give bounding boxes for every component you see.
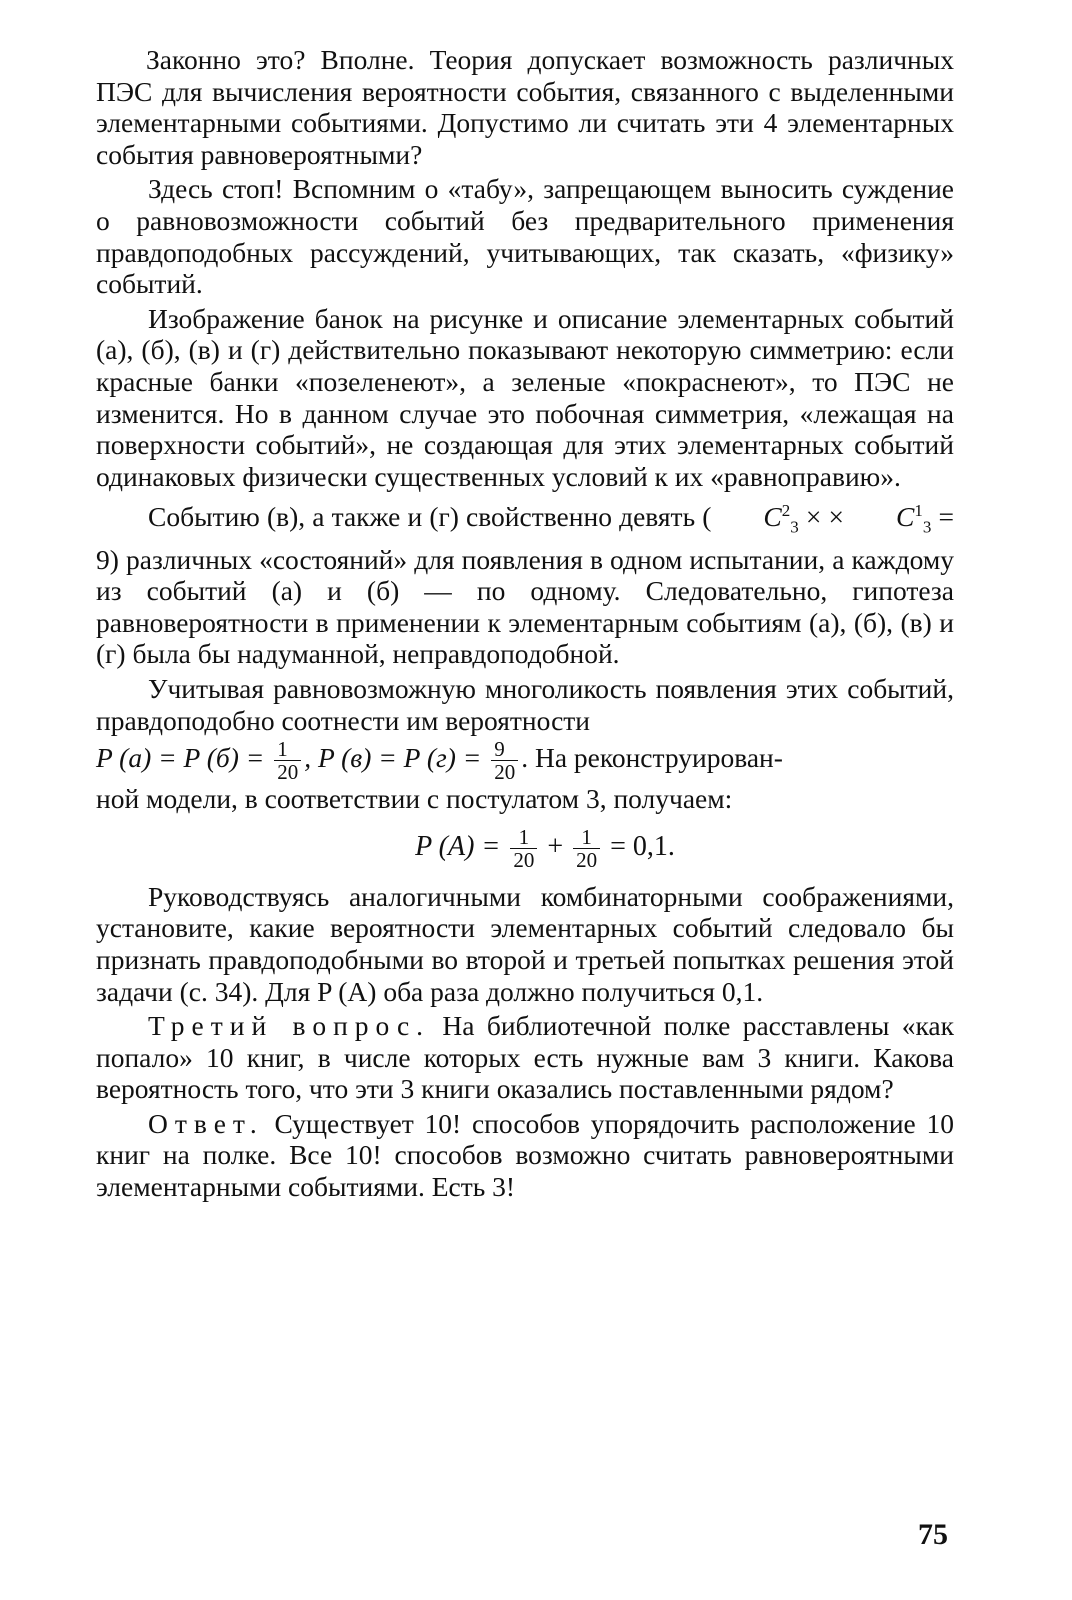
formula-pa-pb: P (а) = P (б) = — [96, 741, 272, 773]
formula-continuation: . На реконструирован- — [521, 741, 783, 773]
display-fraction-a: $\frac{1}{20}$ — [510, 826, 537, 871]
paragraph-4 — [96, 495, 954, 670]
paragraph-8 — [96, 1108, 954, 1203]
fraction-1-20: $\frac{1}{20}$ — [274, 738, 301, 783]
paragraph-5: Учитывая равновозможную многоликость появления этих событий, правдоподобно соотнести им вероятности — [96, 672, 954, 736]
paragraph-3: Изображение банок на рисунке и описание элементарных событий (а), (б), (в) и (г) действительно показывают некоторую симметрию: если красные банки «позеленеют», а зеленые «покраснеют», то ПЭС не изменится. Но в данном случае это побочная симметрия, «лежащая на поверхности событий», не создающая для этих элементарных событий одинаковых физически существенных условий к их «равноправию». — [96, 302, 954, 492]
combination-c-3-2: $C^2_3$ — [763, 501, 799, 537]
paragraph-4-start: Событию (в), а также и (г) свойственно девять ( — [148, 501, 712, 533]
answer-heading: Ответ. — [148, 1107, 264, 1139]
times-sign: × × — [798, 501, 845, 533]
page-text — [96, 44, 954, 1206]
paragraph-8-body: Существует 10! способов упорядочить расположение 10 книг на полке. Все 10! способов возможно считать равновероятными элементарными событиями. Есть 3! — [96, 1107, 954, 1203]
paragraph-4-rest: = 9) различных «состояний» для появления в одном испытании, а каждому из событий (а) и (б) — по одному. Следовательно, гипотеза равновероятности в применении к элементарным событиям (а), (б), (в) и (г) была бы надуманной, неправдоподобной. — [96, 501, 954, 670]
combination-c-3-1: $C^1_3$ — [896, 501, 932, 537]
paragraph-7 — [96, 1010, 954, 1105]
paragraph-1: Законно это? Вполне. Теория допускает возможность различных ПЭС для вычисления вероятности события, связанного с выделенными элементарными событиями. Допустимо ли считать эти 4 элементарных события равновероятными? — [96, 44, 954, 170]
formula-pv-pg: , P (в) = P (г) = — [304, 741, 489, 773]
paragraph-2: Здесь стоп! Вспомним о «табу», запрещающем выносить суждение о равновозможности событий без предварительного применения правдоподобных рассуждений, учитывающих, так сказать, «физику» событий. — [96, 173, 954, 300]
display-fraction-b: $\frac{1}{20}$ — [573, 826, 600, 871]
page-number: 75 — [918, 1518, 948, 1551]
section-heading-third-question: Третий вопрос. — [148, 1010, 431, 1042]
display-equation: P (A) = $\frac{1}{20}$ + $\frac{1}{20}$ = 0,1. — [415, 824, 675, 872]
fraction-9-20: $\frac{9}{20}$ — [491, 738, 518, 783]
paragraph-7-body: На библиотечной полке расставлены «как попало» 10 книг, в числе которых есть нужные вам 3 книги. Какова вероятность того, что эти 3 книги оказались поставленными рядом? — [96, 1010, 955, 1105]
paragraph-5-end: ной модели, в соответствии с постулатом 3, получаем: — [96, 783, 733, 815]
paragraph-6: Руководствуясь аналогичными комбинаторными соображениями, установите, какие вероятности элементарных событий следовало бы признать правдоподобными во второй и третьей попытках решения этой задачи (с. 34). Для P (A) оба раза должно получиться 0,1. — [96, 880, 954, 1007]
probability-formula-line — [96, 738, 954, 783]
